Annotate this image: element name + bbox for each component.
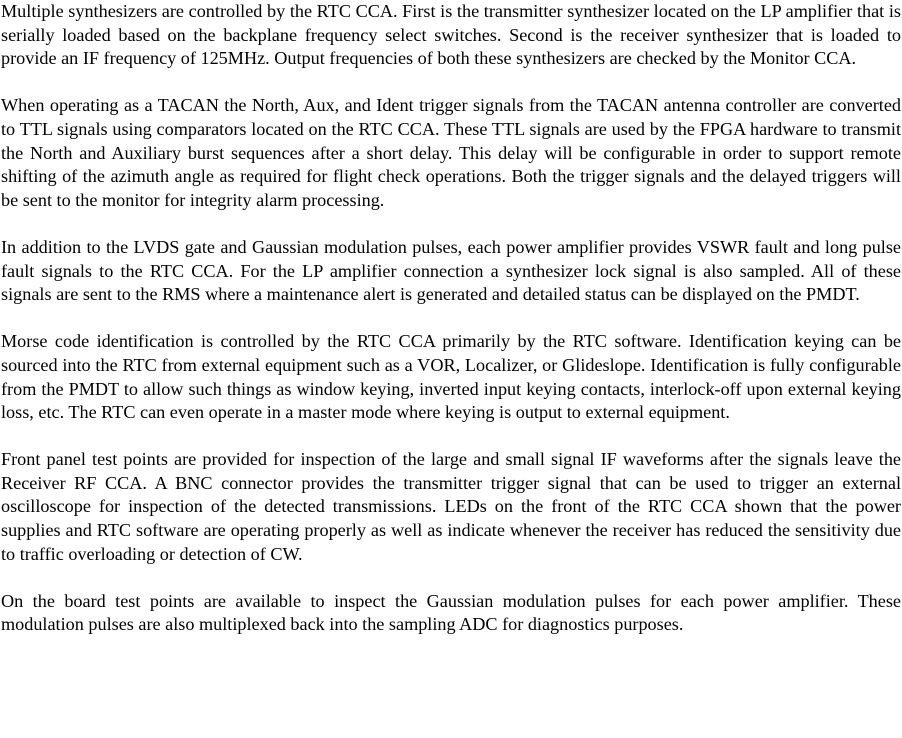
paragraph-tacan-triggers: When operating as a TACAN the North, Aux, and Ident trigger signals from the TACAN antenna controller are converted to TTL signals using comparators located on the RTC CCA. These TTL signals are used by the FPGA hardware to transmit the North and Auxiliary burst sequences after a short delay. This delay will be configurable in order to support remote shifting of the azimuth angle as required for flight check operations. Both the trigger signals and the delayed triggers will be sent to the monitor for integrity alarm processing. — [1, 95, 901, 210]
paragraph-power-amplifier-faults: In addition to the LVDS gate and Gaussian modulation pulses, each power amplifier provides VSWR fault and long pulse fault signals to the RTC CCA. For the LP amplifier connection a synthesizer lock signal is also sampled. All of these signals are sent to the RMS where a maintenance alert is generated and detailed status can be displayed on the PMDT. — [1, 236, 901, 305]
paragraph-morse-identification: Morse code identification is controlled by the RTC CCA primarily by the RTC software. Identification keying can be sourced into the RTC from external equipment such as a VOR, Localizer, or Glideslope. Identification is fully configurable from the PMDT to allow such things as window keying, inverted input keying contacts, interlock-off upon external keying loss, etc. The RTC can even operate in a master mode where keying is output to external equipment. — [1, 331, 901, 423]
paragraph-front-panel-test-points: Front panel test points are provided for inspection of the large and small signal IF waveforms after the signals leave the Receiver RF CCA. A BNC connector provides the transmitter trigger signal that can be used to trigger an external oscilloscope for inspection of the detected transmissions. LEDs on the front of the RTC CCA shown that the power supplies and RTC software are operating properly as well as indicate whenever the receiver has reduced the sensitivity due to traffic overloading or detection of CW. — [1, 449, 901, 564]
paragraph-board-test-points: On the board test points are available to inspect the Gaussian modulation pulses for each power amplifier. These modulation pulses are also multiplexed back into the sampling ADC for diagnostics purposes. — [1, 590, 901, 635]
document-page — [1, 0, 901, 738]
paragraph-synthesizers: Multiple synthesizers are controlled by the RTC CCA. First is the transmitter synthesizer located on the LP amplifier that is serially loaded based on the backplane frequency select switches. Second is the receiver synthesizer that is loaded to provide an IF frequency of 125MHz. Output frequencies of both these synthesizers are checked by the Monitor CCA. — [1, 1, 901, 69]
